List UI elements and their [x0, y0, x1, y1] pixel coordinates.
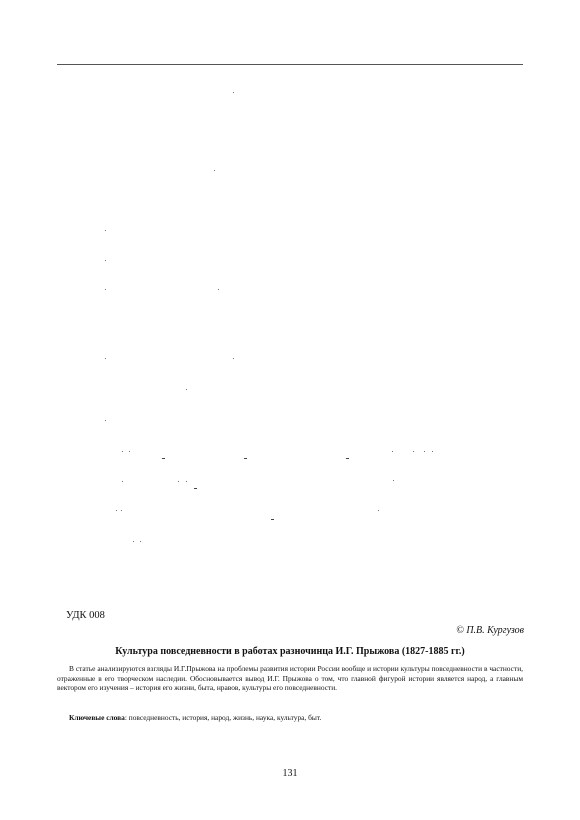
header-rule: [57, 64, 523, 65]
article-abstract: В статье анализируются взгляды И.Г.Прыжова на проблемы развития истории России вообще и истории культуры повседневности в частности, отраженные в его творческом наследии. Обосновывается вывод И.Г. Прыжова о том, что главной фигурой истории является народ, а главным вектором его изучения – история его жизни, быта, нравов, культуры его повседневности.: [57, 664, 523, 693]
keywords-list: : повседневность, история, народ, жизнь, наука, культура, быт.: [124, 713, 322, 722]
keywords-label: Ключевые слова: [69, 713, 125, 722]
author-copyright: © П.В. Кургузов: [456, 625, 524, 636]
udk-code: УДК 008: [66, 610, 105, 621]
article-keywords: [57, 713, 523, 723]
article-title: Культура повседневности в работах разночинца И.Г. Прыжова (1827-1885 гг.): [115, 646, 465, 657]
page-number: 131: [282, 768, 298, 779]
